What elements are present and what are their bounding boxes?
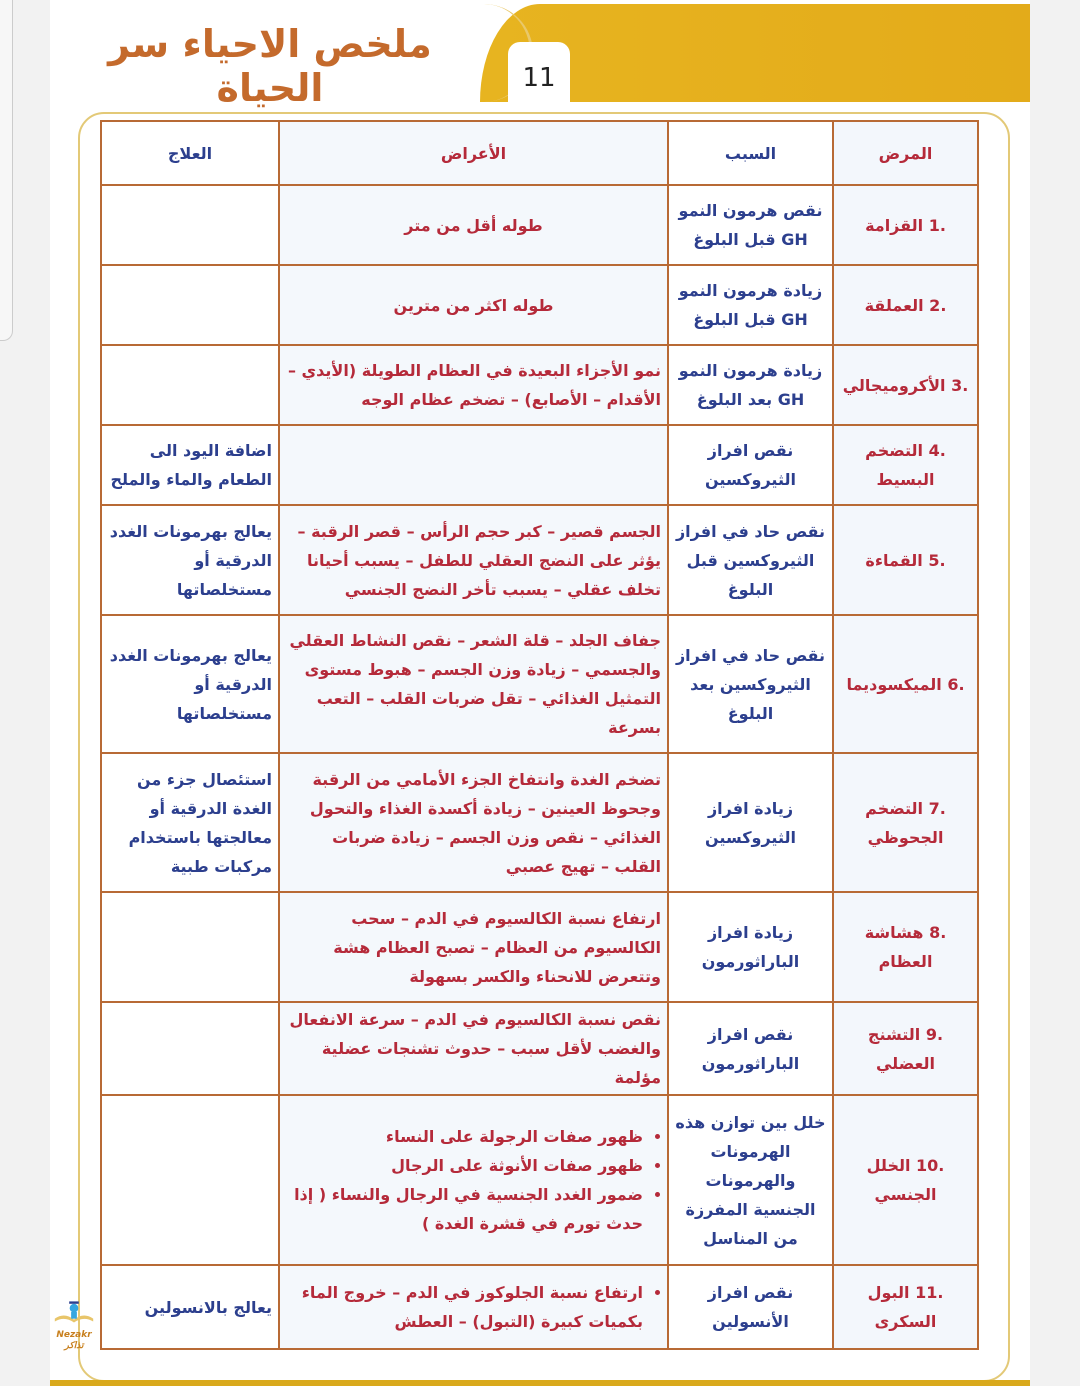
- bottom-border: [50, 1380, 1030, 1386]
- treatment-cell: [101, 185, 279, 265]
- disease-cell: .4 التضخم البسيط: [833, 425, 978, 505]
- treatment-cell: استئصال جزء من الغدة الدرقية أو معالجتها باستخدام مركبات طبية: [101, 753, 279, 892]
- symptom-item: • ظهور صفات الرجولة على النساء: [286, 1122, 643, 1151]
- header-symptoms: الأعراض: [279, 121, 668, 185]
- treatment-cell: [101, 892, 279, 1002]
- symptom-text: الجسم قصير – كبر حجم الرأس – قصر الرقبة – يؤثر على النضج العقلي للطفل – يسبب أحيانا تخلف عقلي – يسبب تأخر النضج الجنسي: [297, 521, 661, 599]
- symptoms-cell: [279, 1265, 668, 1349]
- symptom-text: ارتفاع نسبة الكالسيوم في الدم – سحب الكالسيوم من العظام – تصبح العظام هشة وتتعرض للانحناء والكسر بسهولة: [333, 908, 661, 986]
- disease-cell: .10 الخلل الجنسي: [833, 1095, 978, 1265]
- cause-cell: نقص هرمون النمو GH قبل البلوغ: [668, 185, 833, 265]
- symptom-item: • ضمور الغدد الجنسية في الرجال والنساء ( إذا حدث تورم في قشرة الغدة ): [286, 1180, 643, 1238]
- symptom-text: نقص نسبة الكالسيوم في الدم – سرعة الانفعال والغضب لأقل سبب – حدوث تشنجات عضلية مؤلمة: [289, 1010, 661, 1087]
- cause-cell: زيادة افراز الباراثورمون: [668, 892, 833, 1002]
- symptoms-cell: [279, 345, 668, 425]
- disease-cell: .1 القزامة: [833, 185, 978, 265]
- table-row: [101, 753, 978, 892]
- cause-cell: نقص افراز الثيروكسين: [668, 425, 833, 505]
- symptoms-cell: [279, 425, 668, 505]
- cause-cell: زيادة هرمون النمو GH بعد البلوغ: [668, 345, 833, 425]
- symptom-text: تضخم الغدة وانتفاخ الجزء الأمامي من الرقبة وجحوظ العينين – زيادة أكسدة الغذاء والتحول الغذائي – نقص وزن الجسم – زيادة ضربات القلب – تهيج عصبي: [309, 769, 661, 876]
- treatment-cell: اضافة اليود الى الطعام والماء والملح: [101, 425, 279, 505]
- document-page: [50, 0, 1030, 1386]
- book-graduate-icon: [50, 1296, 98, 1326]
- cause-cell: زيادة هرمون النمو GH قبل البلوغ: [668, 265, 833, 345]
- treatment-cell: يعالج بالانسولين: [101, 1265, 279, 1349]
- table-row: [101, 892, 978, 1002]
- symptoms-cell: [279, 1002, 668, 1095]
- table-row: [101, 185, 978, 265]
- symptom-item: • ظهور صفات الأنوثة على الرجال: [286, 1151, 643, 1180]
- cause-cell: نقص افراز الباراثورمون: [668, 1002, 833, 1095]
- symptom-text: جفاف الجلد – قلة الشعر – نقص النشاط العقلي والجسمي – زيادة وزن الجسم – هبوط مستوى التمثيل الغذائي – تقل ضربات القلب – التعب بسرعة: [289, 631, 661, 737]
- table-row: [101, 1265, 978, 1349]
- table-row: [101, 425, 978, 505]
- disease-cell: .3 الأكروميجالي: [833, 345, 978, 425]
- cause-cell: خلل بين توازن هذه الهرمونات والهرمونات الجنسية المفرزة من المناسل: [668, 1095, 833, 1265]
- symptom-item: • ارتفاع نسبة الجلوكوز في الدم – خروج الماء بكميات كبيرة (التبول) – العطش: [286, 1278, 643, 1336]
- cause-cell: زيادة افراز الثيروكسين: [668, 753, 833, 892]
- treatment-cell: [101, 1002, 279, 1095]
- symptoms-cell: [279, 505, 668, 615]
- table-row: [101, 505, 978, 615]
- disease-cell: .5 القماءة: [833, 505, 978, 615]
- treatment-cell: [101, 265, 279, 345]
- table-row: [101, 345, 978, 425]
- header-treatment: العلاج: [101, 121, 279, 185]
- table-row: [101, 1002, 978, 1095]
- symptoms-cell: [279, 753, 668, 892]
- disease-cell: .11 البول السكرى: [833, 1265, 978, 1349]
- symptoms-cell: [279, 615, 668, 753]
- cause-cell: نقص حاد في افراز الثيروكسين قبل البلوغ: [668, 505, 833, 615]
- disease-cell: .7 التضخم الجحوظي: [833, 753, 978, 892]
- symptoms-cell: [279, 892, 668, 1002]
- disease-cell: .9 التشنج العضلي: [833, 1002, 978, 1095]
- symptom-text: طوله أقل من متر: [404, 215, 543, 235]
- symptom-text: نمو الأجزاء البعيدة في العظام الطويلة (الأيدي – الأقدام – الأصابع) – تضخم عظام الوجه: [287, 361, 661, 409]
- logo-text: Nezakr تذاكر: [56, 1330, 92, 1351]
- table-row: [101, 265, 978, 345]
- treatment-cell: يعالج بهرمونات الغدد الدرقية أو مستخلصاتها: [101, 615, 279, 753]
- symptom-text: طوله اكثر من مترين: [393, 295, 554, 315]
- page-number: 11: [508, 42, 570, 106]
- header-cause: السبب: [668, 121, 833, 185]
- treatment-cell: [101, 1095, 279, 1265]
- nezakr-logo: [50, 1296, 98, 1376]
- table-row: [101, 1095, 978, 1265]
- treatment-cell: يعالج بهرمونات الغدد الدرقية أو مستخلصاتها: [101, 505, 279, 615]
- header-disease: المرض: [833, 121, 978, 185]
- symptoms-cell: [279, 1095, 668, 1265]
- disease-cell: .2 العملقة: [833, 265, 978, 345]
- symptoms-cell: [279, 265, 668, 345]
- treatment-cell: [101, 345, 279, 425]
- disease-cell: .8 هشاشة العظام: [833, 892, 978, 1002]
- page-title: ملخص الاحياء سر الحياة: [108, 22, 432, 110]
- diseases-table: [100, 120, 979, 1350]
- disease-cell: .6 الميكسوديما: [833, 615, 978, 753]
- table-row: [101, 615, 978, 753]
- cause-cell: نقص افراز الأنسولين: [668, 1265, 833, 1349]
- previous-page-edge: [0, 0, 13, 341]
- symptoms-cell: [279, 185, 668, 265]
- cause-cell: نقص حاد في افراز الثيروكسين بعد البلوغ: [668, 615, 833, 753]
